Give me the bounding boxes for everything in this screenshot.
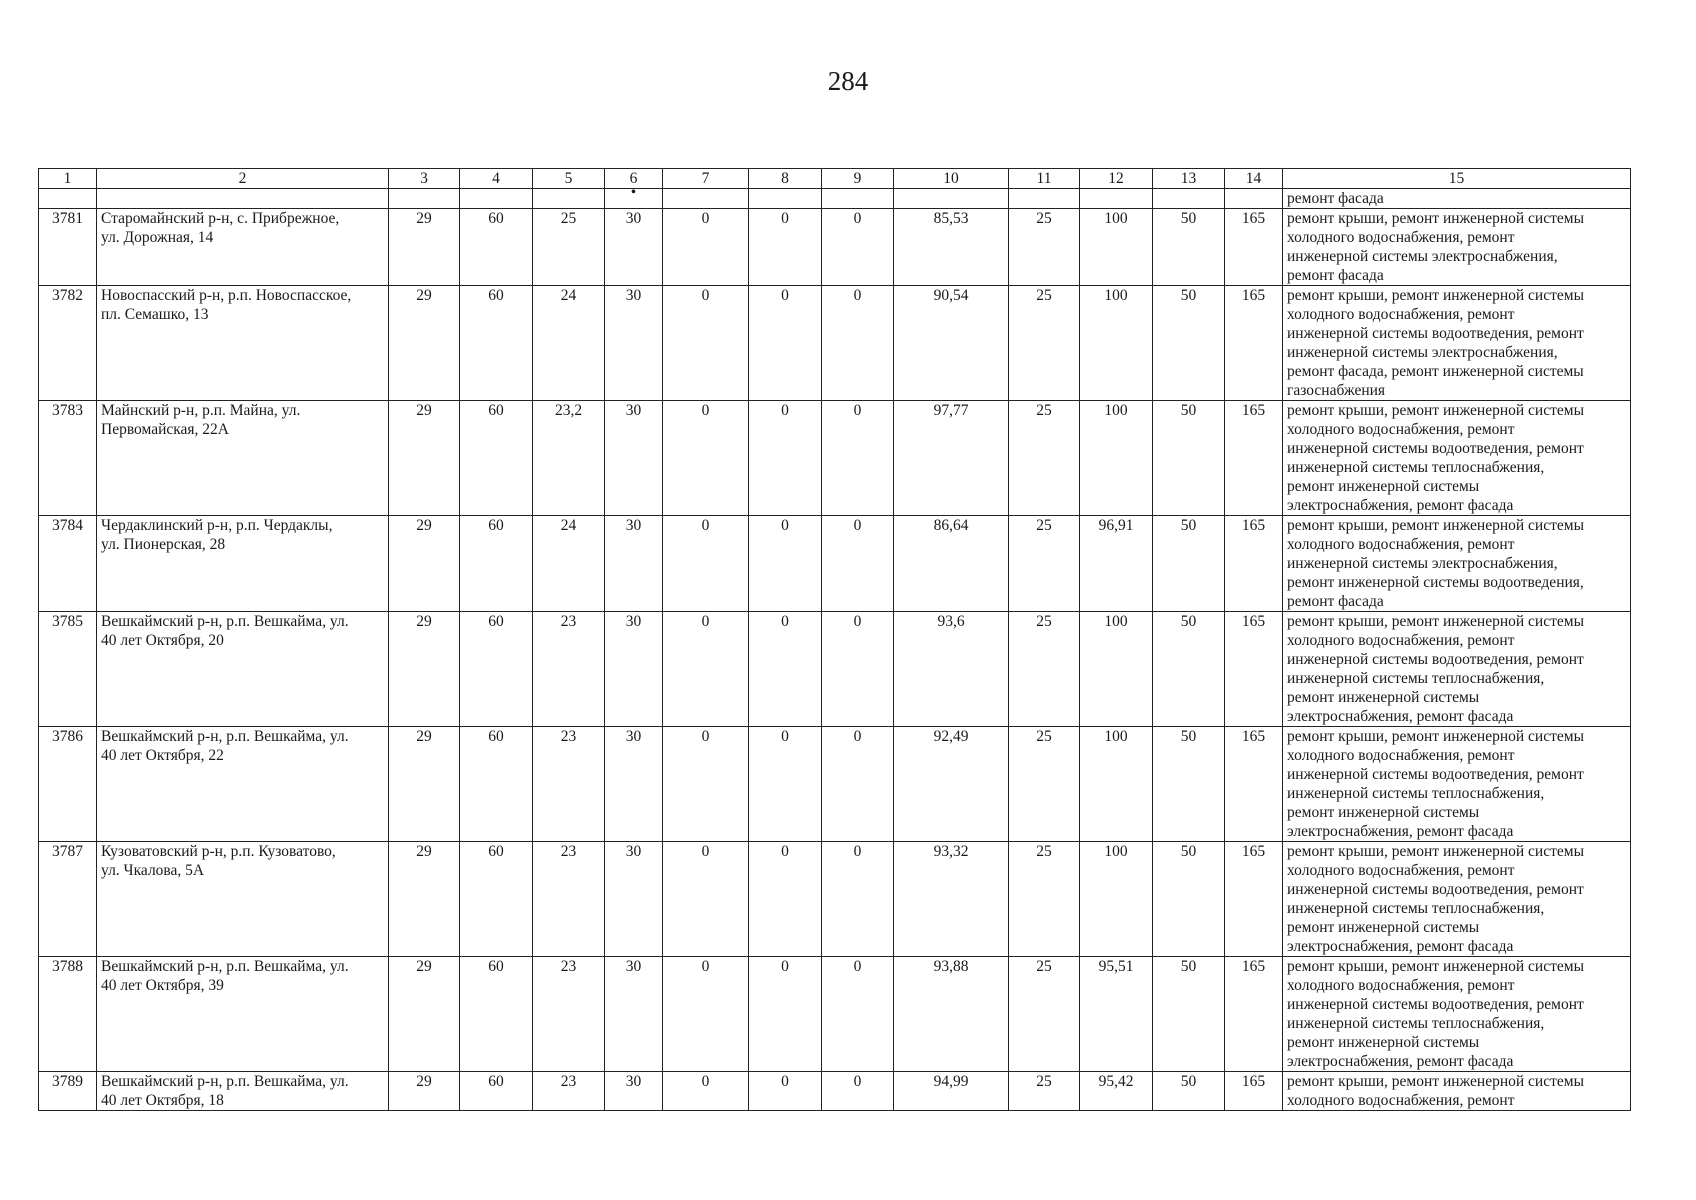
value-cell-col4: 60: [460, 727, 533, 842]
value-cell-col13: 50: [1153, 612, 1225, 727]
repair-works-cell: [1283, 1072, 1631, 1111]
value-cell-col11: 25: [1009, 957, 1080, 1072]
table-row: [39, 286, 1631, 401]
value-cell-col12: 95,42: [1080, 1072, 1153, 1111]
value-cell-col8: 0: [749, 957, 822, 1072]
repair-work-line: инженерной системы теплоснабжения,: [1287, 1015, 1545, 1032]
value-cell-col9: 0: [822, 612, 894, 727]
column-header: 15: [1283, 169, 1631, 189]
repair-work-line: электроснабжения, ремонт фасада: [1287, 1053, 1514, 1070]
column-header: 7: [663, 169, 749, 189]
value-cell-col10: 93,32: [894, 842, 1009, 957]
repair-work-line: инженерной системы теплоснабжения,: [1287, 670, 1545, 687]
repair-works-cell: [1283, 401, 1631, 516]
row-number: 3784: [39, 516, 97, 612]
repair-work-line: электроснабжения, ремонт фасада: [1287, 708, 1514, 725]
value-cell-col10: 97,77: [894, 401, 1009, 516]
address-cell: [97, 612, 389, 727]
value-cell-col14: 165: [1225, 1072, 1283, 1111]
value-cell-col4: 60: [460, 286, 533, 401]
address-cell: [97, 1072, 389, 1111]
repair-works-cell: [1283, 209, 1631, 286]
repair-works-cell: [1283, 516, 1631, 612]
value-cell-col13: 50: [1153, 286, 1225, 401]
value-cell-col11: 25: [1009, 1072, 1080, 1111]
repair-work-line: ремонт крыши, ремонт инженерной системы: [1287, 210, 1584, 227]
row-number: 3786: [39, 727, 97, 842]
repair-work-line: инженерной системы теплоснабжения,: [1287, 900, 1545, 917]
value-cell-col13: 50: [1153, 727, 1225, 842]
value-cell-col14: 165: [1225, 957, 1283, 1072]
table-row: [39, 957, 1631, 1072]
repair-work-line: инженерной системы водоотведения, ремонт: [1287, 325, 1584, 342]
value-cell-col3: 29: [389, 612, 460, 727]
value-cell-col13: 50: [1153, 957, 1225, 1072]
value-cell-col9: 0: [822, 516, 894, 612]
address-cell: [97, 516, 389, 612]
value-cell-col3: 29: [389, 727, 460, 842]
value-cell-col7: 0: [663, 401, 749, 516]
column-header: 5: [533, 169, 605, 189]
address-cell: [97, 727, 389, 842]
repair-work-line: ремонт инженерной системы: [1287, 689, 1480, 706]
repair-work-line: холодного водоснабжения, ремонт: [1287, 536, 1515, 553]
value-cell-col10: 93,88: [894, 957, 1009, 1072]
value-cell-col5: 23,2: [533, 401, 605, 516]
value-cell-col13: 50: [1153, 401, 1225, 516]
value-cell-col3: 29: [389, 516, 460, 612]
repair-work-line: инженерной системы водоотведения, ремонт: [1287, 766, 1584, 783]
repair-work-line: холодного водоснабжения, ремонт: [1287, 306, 1515, 323]
row-number: 3783: [39, 401, 97, 516]
value-cell-col7: 0: [663, 286, 749, 401]
value-cell-col8: 0: [749, 209, 822, 286]
value-cell-col9: 0: [822, 727, 894, 842]
column-header: 11: [1009, 169, 1080, 189]
address-line: ул. Чкалова, 5А: [101, 862, 205, 879]
repair-work-line: инженерной системы электроснабжения,: [1287, 344, 1558, 361]
row-number: 3787: [39, 842, 97, 957]
repair-work-line: ремонт инженерной системы водоотведения,: [1287, 574, 1584, 591]
value-cell-col8: 0: [749, 401, 822, 516]
column-header: 10: [894, 169, 1009, 189]
column-header: 1: [39, 169, 97, 189]
value-cell-col6: 30: [605, 209, 663, 286]
value-cell-col5: 25: [533, 209, 605, 286]
address-cell: [97, 401, 389, 516]
value-cell-col14: 165: [1225, 516, 1283, 612]
value-cell-col5: 23: [533, 727, 605, 842]
repair-works-cell: [1283, 612, 1631, 727]
repair-works-cell: ремонт фасада: [1283, 189, 1631, 209]
address-line: Старомайнский р-н, с. Прибрежное,: [101, 210, 340, 227]
address-cell: [97, 286, 389, 401]
table-row: [39, 516, 1631, 612]
table-row: [39, 209, 1631, 286]
repair-work-line: электроснабжения, ремонт фасада: [1287, 497, 1514, 514]
repair-work-line: инженерной системы водоотведения, ремонт: [1287, 651, 1584, 668]
table-row: [39, 612, 1631, 727]
value-cell-col12: 100: [1080, 286, 1153, 401]
repair-work-line: ремонт фасада: [1287, 267, 1384, 284]
value-cell-col11: 25: [1009, 401, 1080, 516]
repair-work-line: ремонт инженерной системы: [1287, 478, 1480, 495]
continuation-row: [39, 189, 1631, 209]
column-header: 13: [1153, 169, 1225, 189]
value-cell-col13: 50: [1153, 1072, 1225, 1111]
table-row: [39, 401, 1631, 516]
repair-work-line: ремонт крыши, ремонт инженерной системы: [1287, 728, 1584, 745]
value-cell-col3: 29: [389, 1072, 460, 1111]
value-cell-col7: 0: [663, 1072, 749, 1111]
value-cell-col12: 100: [1080, 727, 1153, 842]
value-cell-col11: 25: [1009, 842, 1080, 957]
repair-work-line: газоснабжения: [1287, 382, 1386, 399]
value-cell-col4: 60: [460, 1072, 533, 1111]
value-cell-col5: 24: [533, 516, 605, 612]
value-cell-col7: 0: [663, 209, 749, 286]
repair-work-line: ремонт крыши, ремонт инженерной системы: [1287, 613, 1584, 630]
value-cell-col4: 60: [460, 401, 533, 516]
address-line: Вешкаймский р-н, р.п. Вешкайма, ул.: [101, 613, 349, 630]
repair-work-line: холодного водоснабжения, ремонт: [1287, 229, 1515, 246]
value-cell-col5: 23: [533, 957, 605, 1072]
value-cell-col9: 0: [822, 957, 894, 1072]
value-cell-col10: 94,99: [894, 1072, 1009, 1111]
repair-work-line: холодного водоснабжения, ремонт: [1287, 421, 1515, 438]
repair-work-line: холодного водоснабжения, ремонт: [1287, 977, 1515, 994]
value-cell-col10: 90,54: [894, 286, 1009, 401]
value-cell-col6: 30: [605, 516, 663, 612]
column-header: 12: [1080, 169, 1153, 189]
page-number: 284: [827, 66, 869, 96]
value-cell-col11: 25: [1009, 286, 1080, 401]
value-cell-col11: 25: [1009, 209, 1080, 286]
value-cell-col11: 25: [1009, 727, 1080, 842]
address-cell: [97, 842, 389, 957]
value-cell-col7: 0: [663, 612, 749, 727]
value-cell-col10: 92,49: [894, 727, 1009, 842]
value-cell-col8: 0: [749, 842, 822, 957]
table-row: [39, 1072, 1631, 1111]
value-cell-col14: 165: [1225, 209, 1283, 286]
value-cell-col4: 60: [460, 842, 533, 957]
repair-work-line: холодного водоснабжения, ремонт: [1287, 632, 1515, 649]
value-cell-col4: 60: [460, 516, 533, 612]
row-number: 3785: [39, 612, 97, 727]
value-cell-col3: 29: [389, 957, 460, 1072]
repair-work-line: холодного водоснабжения, ремонт: [1287, 747, 1515, 764]
value-cell-col6: 30: [605, 727, 663, 842]
repair-work-line: ремонт фасада: [1287, 593, 1384, 610]
address-line: Вешкаймский р-н, р.п. Вешкайма, ул.: [101, 958, 349, 975]
value-cell-col14: 165: [1225, 401, 1283, 516]
value-cell-col4: 60: [460, 209, 533, 286]
address-line: Чердаклинский р-н, р.п. Чердаклы,: [101, 517, 333, 534]
repair-work-line: ремонт крыши, ремонт инженерной системы: [1287, 843, 1584, 860]
repair-work-line: ремонт инженерной системы: [1287, 919, 1480, 936]
value-cell-col13: 50: [1153, 209, 1225, 286]
column-header: 6: [605, 169, 663, 189]
value-cell-col9: 0: [822, 842, 894, 957]
row-number: 3781: [39, 209, 97, 286]
value-cell-col12: 100: [1080, 401, 1153, 516]
value-cell-col3: 29: [389, 209, 460, 286]
repair-work-line: ремонт крыши, ремонт инженерной системы: [1287, 1073, 1584, 1090]
value-cell-col12: 95,51: [1080, 957, 1153, 1072]
repair-work-line: электроснабжения, ремонт фасада: [1287, 823, 1514, 840]
repair-work-line: ремонт инженерной системы: [1287, 1034, 1480, 1051]
value-cell-col6: 30: [605, 1072, 663, 1111]
repair-work-line: инженерной системы электроснабжения,: [1287, 555, 1558, 572]
repair-work-line: ремонт крыши, ремонт инженерной системы: [1287, 287, 1584, 304]
repair-work-line: ремонт крыши, ремонт инженерной системы: [1287, 958, 1584, 975]
value-cell-col8: 0: [749, 727, 822, 842]
value-cell-col5: 23: [533, 612, 605, 727]
value-cell-col14: 165: [1225, 612, 1283, 727]
value-cell-col11: 25: [1009, 516, 1080, 612]
repair-works-cell: [1283, 286, 1631, 401]
address-line: 40 лет Октября, 18: [101, 1092, 224, 1109]
column-header: 14: [1225, 169, 1283, 189]
repair-work-line: инженерной системы водоотведения, ремонт: [1287, 881, 1584, 898]
value-cell-col9: 0: [822, 286, 894, 401]
value-cell-col11: 25: [1009, 612, 1080, 727]
value-cell-col8: 0: [749, 516, 822, 612]
value-cell-col4: 60: [460, 957, 533, 1072]
address-cell: [97, 209, 389, 286]
repair-work-line: ремонт фасада, ремонт инженерной системы: [1287, 363, 1584, 380]
repair-work-line: инженерной системы теплоснабжения,: [1287, 459, 1545, 476]
value-cell-col9: 0: [822, 1072, 894, 1111]
repair-schedule-table: [38, 168, 1631, 1111]
value-cell-col7: 0: [663, 842, 749, 957]
address-line: Вешкаймский р-н, р.п. Вешкайма, ул.: [101, 1073, 349, 1090]
repair-works-cell: [1283, 727, 1631, 842]
address-line: Майнский р-н, р.п. Майна, ул.: [101, 402, 301, 419]
column-header: 3: [389, 169, 460, 189]
value-cell-col12: 100: [1080, 612, 1153, 727]
value-cell-col12: 100: [1080, 209, 1153, 286]
value-cell-col14: 165: [1225, 842, 1283, 957]
value-cell-col6: 30: [605, 957, 663, 1072]
value-cell-col12: 100: [1080, 842, 1153, 957]
value-cell-col9: 0: [822, 401, 894, 516]
address-line: Вешкаймский р-н, р.п. Вешкайма, ул.: [101, 728, 349, 745]
repair-work-line: инженерной системы электроснабжения,: [1287, 248, 1558, 265]
value-cell-col3: 29: [389, 401, 460, 516]
value-cell-col7: 0: [663, 516, 749, 612]
row-number: 3789: [39, 1072, 97, 1111]
repair-work-line: холодного водоснабжения, ремонт: [1287, 1092, 1515, 1109]
value-cell-col6: 30: [605, 401, 663, 516]
value-cell-col5: 24: [533, 286, 605, 401]
address-line: ул. Пионерская, 28: [101, 536, 226, 553]
value-cell-col6: 30: [605, 842, 663, 957]
table-row: [39, 727, 1631, 842]
repair-work-line: холодного водоснабжения, ремонт: [1287, 862, 1515, 879]
address-line: Первомайская, 22А: [101, 421, 229, 438]
value-cell-col7: 0: [663, 727, 749, 842]
column-header: 4: [460, 169, 533, 189]
repair-works-cell: [1283, 842, 1631, 957]
value-cell-col10: 85,53: [894, 209, 1009, 286]
value-cell-col14: 165: [1225, 727, 1283, 842]
repair-work-line: инженерной системы теплоснабжения,: [1287, 785, 1545, 802]
value-cell-col10: 86,64: [894, 516, 1009, 612]
value-cell-col8: 0: [749, 286, 822, 401]
repair-work-line: ремонт инженерной системы: [1287, 804, 1480, 821]
value-cell-col10: 93,6: [894, 612, 1009, 727]
address-line: пл. Семашко, 13: [101, 306, 209, 323]
repair-work-line: ремонт крыши, ремонт инженерной системы: [1287, 517, 1584, 534]
address-line: 40 лет Октября, 20: [101, 632, 224, 649]
column-header: 8: [749, 169, 822, 189]
value-cell-col3: 29: [389, 286, 460, 401]
address-line: Новоспасский р-н, р.п. Новоспасское,: [101, 287, 352, 304]
value-cell-col14: 165: [1225, 286, 1283, 401]
value-cell-col7: 0: [663, 957, 749, 1072]
address-line: 40 лет Октября, 22: [101, 747, 224, 764]
value-cell-col4: 60: [460, 612, 533, 727]
column-header: 2: [97, 169, 389, 189]
address-line: Кузоватовский р-н, р.п. Кузоватово,: [101, 843, 336, 860]
value-cell-col6: 30: [605, 612, 663, 727]
address-cell: [97, 957, 389, 1072]
value-cell-col8: 0: [749, 1072, 822, 1111]
repair-work-line: инженерной системы водоотведения, ремонт: [1287, 440, 1584, 457]
value-cell-col5: 23: [533, 842, 605, 957]
table-row: [39, 842, 1631, 957]
row-number: 3788: [39, 957, 97, 1072]
value-cell-col13: 50: [1153, 842, 1225, 957]
row-number: 3782: [39, 286, 97, 401]
repair-work-line: электроснабжения, ремонт фасада: [1287, 938, 1514, 955]
value-cell-col5: 23: [533, 1072, 605, 1111]
value-cell-col6: 30: [605, 286, 663, 401]
address-line: 40 лет Октября, 39: [101, 977, 224, 994]
repair-work-line: ремонт крыши, ремонт инженерной системы: [1287, 402, 1584, 419]
column-number-header-row: [39, 169, 1631, 189]
repair-works-cell: [1283, 957, 1631, 1072]
stray-mark: •: [605, 189, 663, 209]
value-cell-col3: 29: [389, 842, 460, 957]
column-header: 9: [822, 169, 894, 189]
address-line: ул. Дорожная, 14: [101, 229, 214, 246]
value-cell-col13: 50: [1153, 516, 1225, 612]
value-cell-col9: 0: [822, 209, 894, 286]
value-cell-col8: 0: [749, 612, 822, 727]
value-cell-col12: 96,91: [1080, 516, 1153, 612]
repair-work-line: инженерной системы водоотведения, ремонт: [1287, 996, 1584, 1013]
